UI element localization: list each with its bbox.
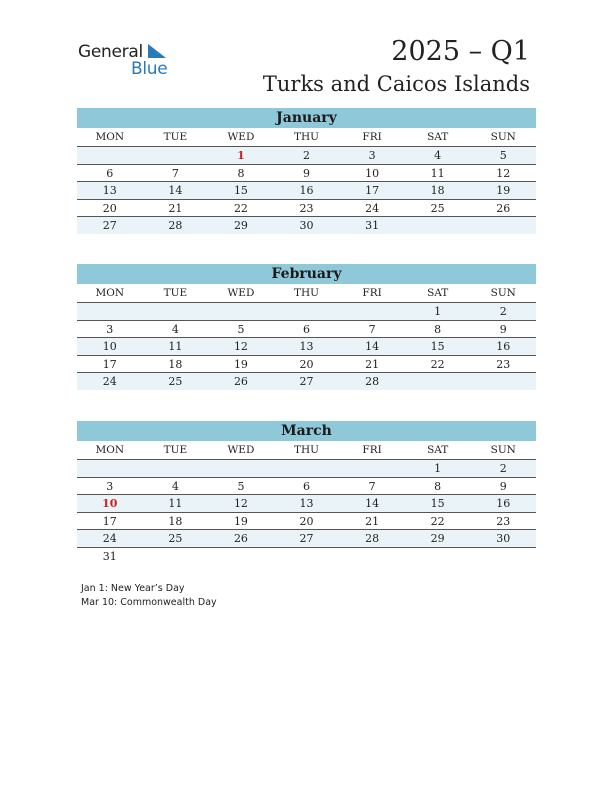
day-cell: 19	[496, 184, 511, 197]
logo-blue-text: Blue	[131, 59, 168, 79]
week-row	[77, 530, 536, 548]
day-cell: 14	[168, 184, 183, 197]
week-row	[77, 165, 536, 183]
month-name: March	[77, 421, 536, 441]
country-subtitle: Turks and Caicos Islands	[262, 72, 530, 96]
day-cell: 5	[237, 479, 245, 493]
weekday-label: FRI	[362, 444, 382, 456]
day-cell: 7	[171, 166, 179, 180]
month-calendar-march	[77, 421, 536, 564]
day-cell: 18	[430, 184, 445, 197]
day-cell: 4	[434, 149, 442, 162]
day-cell: 21	[365, 357, 380, 371]
day-cell: 10	[365, 166, 380, 180]
empty-day-cell	[339, 303, 405, 320]
page-title: 2025 – Q1	[391, 36, 530, 67]
weekday-label: SUN	[490, 287, 516, 299]
day-cell: 28	[365, 375, 380, 388]
day-cell: 9	[499, 479, 507, 493]
month-name: February	[77, 264, 536, 284]
empty-day-cell	[143, 303, 209, 320]
day-cell: 8	[434, 479, 442, 493]
day-cell: 26	[233, 375, 248, 388]
empty-day-cell	[208, 303, 274, 320]
day-cell: 1	[237, 149, 245, 162]
day-cell: 26	[496, 201, 511, 215]
day-cell: 24	[102, 375, 117, 388]
week-row	[77, 182, 536, 200]
weekday-label: SUN	[490, 444, 516, 456]
day-cell: 1	[434, 305, 442, 318]
day-cell: 3	[106, 479, 114, 493]
day-cell: 5	[237, 322, 245, 336]
empty-day-cell	[470, 217, 536, 234]
month-name: January	[77, 108, 536, 128]
logo-general-text: General	[78, 42, 143, 62]
week-row	[77, 200, 536, 218]
day-cell: 17	[102, 357, 117, 371]
weekday-label: THU	[294, 444, 320, 456]
weekday-label: FRI	[362, 131, 382, 143]
month-calendar-january	[77, 108, 536, 234]
empty-day-cell	[405, 548, 471, 565]
day-cell: 20	[299, 357, 314, 371]
week-row	[77, 513, 536, 531]
empty-day-cell	[339, 548, 405, 565]
empty-day-cell	[274, 303, 340, 320]
day-cell: 4	[171, 479, 179, 493]
weekday-label: SAT	[427, 131, 449, 143]
day-cell: 6	[303, 479, 311, 493]
day-cell: 2	[499, 305, 507, 318]
day-cell: 11	[430, 166, 445, 180]
day-cell: 13	[102, 184, 117, 197]
day-cell: 7	[368, 322, 376, 336]
day-cell: 22	[430, 514, 445, 528]
weekday-label: SAT	[427, 444, 449, 456]
weekday-header-row	[77, 284, 536, 303]
weekday-label: WED	[227, 287, 255, 299]
empty-day-cell	[77, 303, 143, 320]
day-cell: 12	[233, 340, 248, 353]
day-cell: 9	[303, 166, 311, 180]
day-cell: 18	[168, 514, 183, 528]
day-cell: 17	[102, 514, 117, 528]
weekday-header-row	[77, 128, 536, 147]
empty-day-cell	[274, 460, 340, 477]
weekday-label: TUE	[163, 131, 188, 143]
day-cell: 13	[299, 497, 314, 510]
day-cell: 16	[299, 184, 314, 197]
day-cell: 26	[233, 532, 248, 545]
empty-day-cell	[405, 217, 471, 234]
day-cell: 3	[106, 322, 114, 336]
weekday-label: MON	[95, 287, 125, 299]
week-row	[77, 303, 536, 321]
day-cell: 21	[365, 514, 380, 528]
day-cell: 11	[168, 497, 183, 510]
day-cell: 22	[233, 201, 248, 215]
empty-day-cell	[470, 373, 536, 390]
week-row	[77, 217, 536, 234]
empty-day-cell	[77, 460, 143, 477]
week-row	[77, 321, 536, 339]
day-cell: 22	[430, 357, 445, 371]
empty-day-cell	[143, 460, 209, 477]
day-cell: 14	[365, 340, 380, 353]
empty-day-cell	[143, 147, 209, 164]
day-cell: 3	[368, 149, 376, 162]
day-cell: 21	[168, 201, 183, 215]
holiday-note: Mar 10: Commonwealth Day	[81, 597, 217, 608]
weekday-label: TUE	[163, 444, 188, 456]
empty-day-cell	[208, 548, 274, 565]
holiday-notes	[81, 582, 217, 610]
empty-day-cell	[77, 147, 143, 164]
day-cell: 1	[434, 462, 442, 475]
day-cell: 4	[171, 322, 179, 336]
day-cell: 31	[365, 219, 380, 232]
day-cell: 24	[102, 532, 117, 545]
day-cell: 20	[299, 514, 314, 528]
day-cell: 23	[496, 357, 511, 371]
day-cell: 2	[303, 149, 311, 162]
day-cell: 30	[299, 219, 314, 232]
day-cell: 8	[434, 322, 442, 336]
empty-day-cell	[405, 373, 471, 390]
month-calendar-february	[77, 264, 536, 390]
weekday-header-row	[77, 441, 536, 460]
week-row	[77, 495, 536, 513]
day-cell: 15	[430, 340, 445, 353]
day-cell: 23	[496, 514, 511, 528]
day-cell: 12	[496, 166, 511, 180]
week-row	[77, 373, 536, 390]
weekday-label: SAT	[427, 287, 449, 299]
day-cell: 29	[233, 219, 248, 232]
day-cell: 27	[299, 375, 314, 388]
day-cell: 19	[233, 514, 248, 528]
weekday-label: SUN	[490, 131, 516, 143]
day-cell: 11	[168, 340, 183, 353]
weekday-label: TUE	[163, 287, 188, 299]
empty-day-cell	[274, 548, 340, 565]
day-cell: 23	[299, 201, 314, 215]
day-cell: 12	[233, 497, 248, 510]
weekday-label: THU	[294, 287, 320, 299]
day-cell: 15	[430, 497, 445, 510]
day-cell: 16	[496, 497, 511, 510]
week-row	[77, 548, 536, 565]
day-cell: 25	[168, 532, 183, 545]
empty-day-cell	[143, 548, 209, 565]
day-cell: 29	[430, 532, 445, 545]
week-row	[77, 478, 536, 496]
week-row	[77, 147, 536, 165]
week-row	[77, 356, 536, 374]
day-cell: 10	[102, 340, 117, 353]
day-cell: 27	[102, 219, 117, 232]
day-cell: 19	[233, 357, 248, 371]
holiday-note: Jan 1: New Year’s Day	[81, 583, 185, 594]
day-cell: 25	[168, 375, 183, 388]
empty-day-cell	[208, 460, 274, 477]
day-cell: 7	[368, 479, 376, 493]
weekday-label: MON	[95, 131, 125, 143]
day-cell: 8	[237, 166, 245, 180]
weekday-label: THU	[294, 131, 320, 143]
day-cell: 10	[102, 497, 118, 510]
day-cell: 2	[499, 462, 507, 475]
week-row	[77, 460, 536, 478]
weekday-label: MON	[95, 444, 125, 456]
day-cell: 28	[168, 219, 183, 232]
weekday-label: WED	[227, 444, 255, 456]
day-cell: 6	[106, 166, 114, 180]
generalblue-logo	[78, 40, 188, 80]
day-cell: 20	[102, 201, 117, 215]
day-cell: 15	[233, 184, 248, 197]
day-cell: 9	[499, 322, 507, 336]
day-cell: 17	[365, 184, 380, 197]
day-cell: 13	[299, 340, 314, 353]
day-cell: 27	[299, 532, 314, 545]
week-row	[77, 338, 536, 356]
day-cell: 31	[102, 549, 117, 563]
day-cell: 14	[365, 497, 380, 510]
day-cell: 16	[496, 340, 511, 353]
day-cell: 5	[499, 149, 507, 162]
weekday-label: FRI	[362, 287, 382, 299]
day-cell: 25	[430, 201, 445, 215]
empty-day-cell	[470, 548, 536, 565]
day-cell: 6	[303, 322, 311, 336]
weekday-label: WED	[227, 131, 255, 143]
day-cell: 30	[496, 532, 511, 545]
empty-day-cell	[339, 460, 405, 477]
day-cell: 28	[365, 532, 380, 545]
day-cell: 18	[168, 357, 183, 371]
day-cell: 24	[365, 201, 380, 215]
